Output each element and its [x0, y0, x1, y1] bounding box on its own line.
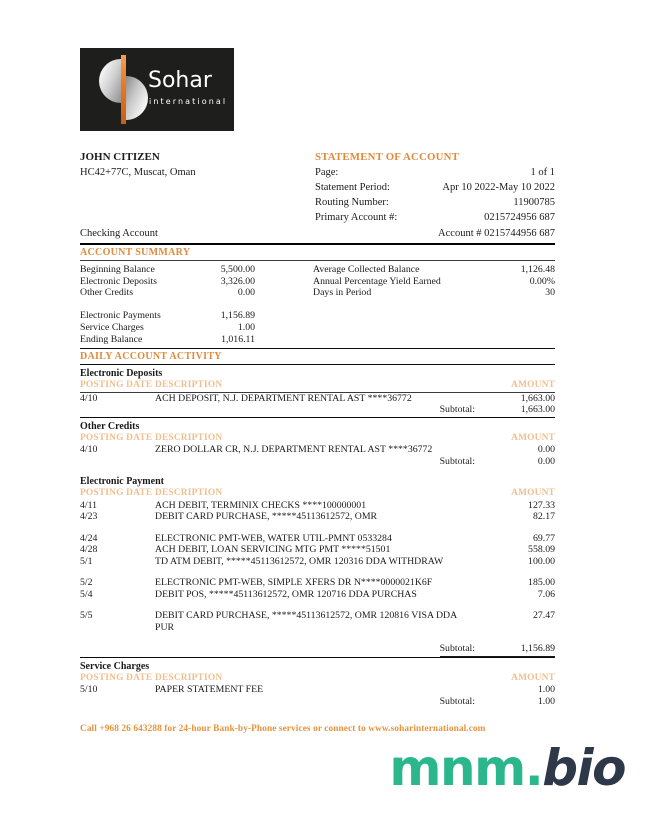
subtotal-label: Subtotal: [440, 643, 475, 657]
description-cell: ACH DEPOSIT, N.J. DEPARTMENT RENTAL AST ****36772 [155, 392, 412, 404]
summary-value: 1.00 [237, 321, 255, 333]
amount-cell: 1,663.00 [520, 392, 555, 404]
amount-cell: 1.00 [537, 684, 555, 696]
posting-date-cell: 4/10 [80, 392, 98, 404]
summary-row [80, 287, 555, 299]
description-cell: ACH DEBIT, TERMINIX CHECKS ****100000001 [155, 499, 367, 511]
logo-half-disc-top [99, 59, 121, 103]
subtotal-label: Subtotal: [439, 695, 475, 707]
summary-label: Electronic Deposits [80, 275, 157, 287]
summary-value: 0.00% [529, 275, 555, 287]
table-row [80, 393, 555, 405]
summary-blank-row [80, 299, 555, 311]
divider [80, 260, 555, 261]
field-label: Statement Period: [315, 182, 390, 193]
summary-row [80, 276, 555, 288]
description-header: DESCRIPTION [155, 488, 223, 499]
watermark-secondary: bio [542, 739, 625, 797]
customer-name: JOHN CITIZEN [80, 151, 160, 163]
description-cell: DEBIT CARD PURCHASE, *****45113612572, OMR 120816 VISA DDA PUR [155, 610, 457, 633]
description-cell: DEBIT POS, *****45113612572, OMR 120716 DDA PURCHAS [155, 588, 417, 600]
description-cell: PAPER STATEMENT FEE [155, 684, 264, 696]
mnm-bio-watermark [389, 738, 625, 798]
activity-section-name: Service Charges [80, 660, 150, 672]
posting-date-cell: 5/2 [80, 577, 93, 589]
summary-row [80, 322, 555, 334]
table-row [80, 589, 555, 601]
account-summary-table [80, 264, 555, 345]
field-value: 1 of 1 [530, 167, 555, 178]
header-row [80, 150, 555, 225]
summary-label: Service Charges [80, 321, 144, 333]
logo-orange-bar [121, 55, 126, 124]
posting-date-cell: 5/5 [80, 610, 93, 622]
posting-date-header: POSTING DATE [80, 380, 153, 391]
section-header-account-summary: ACCOUNT SUMMARY [80, 247, 191, 258]
summary-label: Annual Percentage Yield Earned [313, 275, 441, 287]
account-line [80, 228, 555, 239]
statement-title: STATEMENT OF ACCOUNT [315, 151, 459, 163]
activity-section-electronic-deposits [80, 367, 555, 417]
customer-address: HC42+77C, Muscat, Oman [80, 167, 196, 178]
summary-value: 1,156.89 [220, 310, 255, 322]
subtotal-row [80, 643, 555, 657]
table-row [80, 684, 555, 696]
subtotal-amount: 0.00 [537, 455, 555, 467]
summary-label: Ending Balance [80, 333, 143, 345]
summary-row [80, 310, 555, 322]
description-cell: ELECTRONIC PMT-WEB, SIMPLE XFERS DR N****0000021K6F [155, 577, 433, 589]
field-value: Apr 10 2022-May 10 2022 [442, 182, 555, 193]
description-header: DESCRIPTION [155, 432, 223, 443]
subtotal-amount: 1.00 [537, 695, 555, 707]
description-cell: TD ATM DEBIT, *****45113612572, OMR 120316 DDA WITHDRAW [155, 555, 444, 567]
table-header-row [80, 433, 555, 445]
description-header: DESCRIPTION [155, 672, 223, 683]
account-type: Checking Account [80, 228, 158, 239]
customer-block [80, 150, 196, 225]
summary-label: Electronic Payments [80, 310, 161, 322]
amount-cell: 558.09 [528, 544, 555, 556]
bank-tagline: international [149, 97, 228, 106]
subtotal-row [80, 456, 555, 469]
posting-date-header: POSTING DATE [80, 488, 153, 499]
amount-header: AMOUNT [511, 432, 555, 443]
summary-value: 1,016.11 [221, 333, 255, 345]
subtotal-row [80, 404, 555, 417]
posting-date-cell: 4/11 [80, 499, 98, 511]
activity-section-name: Other Credits [80, 420, 140, 432]
summary-label: Beginning Balance [80, 264, 155, 275]
description-cell: DEBIT CARD PURCHASE, *****45113612572, OMR [155, 511, 378, 523]
table-row [80, 544, 555, 556]
sohar-logo-icon [92, 55, 154, 124]
subtotal-label: Subtotal: [439, 455, 475, 467]
field-value: 0215724956 687 [484, 212, 555, 223]
table-header-row [80, 488, 555, 500]
summary-value: 5,500.00 [220, 264, 255, 275]
amount-header: AMOUNT [511, 488, 555, 499]
description-header: DESCRIPTION [155, 380, 223, 391]
summary-row [80, 334, 555, 346]
table-row [80, 500, 555, 512]
summary-value: 1,126.48 [520, 264, 555, 275]
description-cell: ZERO DOLLAR CR, N.J. DEPARTMENT RENTAL AST ****36772 [155, 444, 433, 456]
logo-half-disc-bottom [126, 76, 148, 120]
table-row [80, 556, 555, 568]
amount-cell: 100.00 [528, 555, 555, 567]
summary-value: 0.00 [237, 287, 255, 299]
posting-date-cell: 4/10 [80, 444, 98, 456]
amount-cell: 69.77 [532, 532, 555, 544]
amount-cell: 0.00 [537, 444, 555, 456]
activity-section-name: Electronic Deposits [80, 368, 163, 380]
activity-section-name: Electronic Payment [80, 476, 164, 488]
statement-field-row [315, 195, 555, 210]
summary-value: 30 [545, 287, 555, 299]
field-value: 11900785 [513, 197, 555, 208]
activity-section-service-charges [80, 660, 555, 709]
bank-name: Sohar [148, 68, 212, 93]
amount-cell: 82.17 [532, 511, 555, 523]
statement-field-row [315, 210, 555, 225]
field-label: Primary Account #: [315, 212, 398, 223]
statement-field-row [315, 165, 555, 180]
summary-label: Days in Period [313, 287, 372, 299]
description-cell: ELECTRONIC PMT-WEB, WATER UTIL-PMNT 0533284 [155, 532, 392, 544]
amount-header: AMOUNT [511, 672, 555, 683]
activity-section-other-credits [80, 420, 555, 469]
table-row [80, 533, 555, 545]
posting-date-header: POSTING DATE [80, 672, 153, 683]
statement-field-row [315, 180, 555, 195]
field-label: Page: [315, 167, 339, 178]
subtotal-amount: 1,663.00 [520, 404, 555, 416]
posting-date-cell: 5/1 [80, 555, 93, 567]
section-header-daily-activity: DAILY ACCOUNT ACTIVITY [80, 351, 222, 363]
amount-cell: 127.33 [528, 499, 555, 511]
summary-label: Average Collected Balance [313, 264, 420, 275]
amount-cell: 185.00 [528, 577, 555, 589]
summary-row [80, 264, 555, 276]
posting-date-cell: 5/10 [80, 684, 98, 696]
amount-cell: 7.06 [537, 588, 555, 600]
amount-header: AMOUNT [511, 380, 555, 391]
posting-date-cell: 5/4 [80, 588, 93, 600]
divider [80, 657, 555, 658]
statement-info-block [315, 150, 555, 225]
posting-date-cell: 4/28 [80, 544, 98, 556]
amount-cell: 27.47 [532, 610, 555, 622]
activity-section-electronic-payment [80, 475, 555, 657]
sohar-bank-logo [80, 48, 234, 131]
subtotal-amount: 1,156.89 [475, 643, 555, 657]
posting-date-cell: 4/23 [80, 511, 98, 523]
posting-date-cell: 4/24 [80, 532, 98, 544]
watermark-primary: mnm. [389, 739, 543, 797]
summary-label: Other Credits [80, 287, 134, 299]
subtotal-label: Subtotal: [439, 404, 475, 416]
subtotal-row [80, 696, 555, 709]
posting-date-header: POSTING DATE [80, 432, 153, 443]
table-row [80, 577, 555, 589]
footer-contact-note: Call +968 26 643288 for 24-hour Bank-by-Phone services or connect to www.soharinternational.com [80, 724, 486, 734]
summary-value: 3,326.00 [220, 275, 255, 287]
field-label: Routing Number: [315, 197, 389, 208]
divider [80, 417, 555, 418]
divider [80, 364, 555, 365]
table-row [80, 610, 555, 633]
table-header-row [80, 673, 555, 685]
account-number: Account # 0215744956 687 [438, 228, 555, 239]
table-header-row [80, 380, 555, 392]
table-row [80, 444, 555, 456]
description-cell: ACH DEBIT, LOAN SERVICING MTG PMT *****51501 [155, 544, 391, 556]
table-row [80, 511, 555, 523]
